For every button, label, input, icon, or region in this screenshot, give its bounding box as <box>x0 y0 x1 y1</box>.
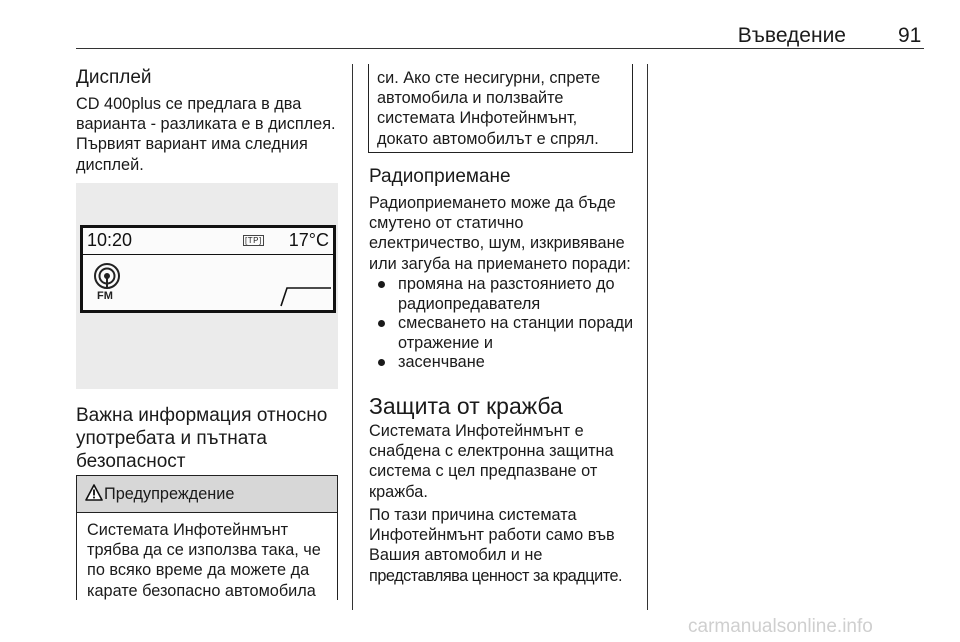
warning-box <box>76 475 338 600</box>
title-line: безопасност <box>76 451 186 472</box>
warning-text <box>87 520 337 601</box>
text-line: засенчване <box>398 353 485 371</box>
watermark: carmanualsonline.info <box>688 616 873 637</box>
display-paragraph <box>76 94 348 175</box>
text-line: представлява ценност за крадците. <box>369 566 623 585</box>
text-line: отражение и <box>398 334 493 353</box>
bullet-item <box>398 313 640 353</box>
text-line: варианта - разликата е в дисплея. <box>76 115 336 134</box>
text-line: система с цел предпазване от <box>369 462 598 481</box>
tp-indicator: [TP] <box>245 236 262 245</box>
title-line: употребата и пътната <box>76 428 267 449</box>
column-rule-1 <box>352 64 353 610</box>
radio-signal-icon <box>93 262 121 290</box>
display-band-label: FM <box>97 290 113 302</box>
text-line: Вашия автомобил и не <box>369 546 543 565</box>
text-line: радиопредавателя <box>398 295 541 314</box>
text-line: смутено от статично <box>369 214 524 233</box>
display-screen <box>80 225 336 313</box>
text-line: По тази причина системата <box>369 506 577 524</box>
text-line: Системата Инфотейнмънт <box>87 521 289 539</box>
chapter-title: Въведение <box>737 24 846 47</box>
text-line: електричество, шум, изкривяване <box>369 234 625 253</box>
bullet-dot <box>378 359 385 366</box>
warning-title: Предупреждение <box>104 485 235 503</box>
info-section-title <box>76 404 327 473</box>
theft-paragraph-1 <box>369 421 641 502</box>
theft-paragraph-2 <box>369 505 644 586</box>
bullet-dot <box>378 320 385 327</box>
header-rule <box>76 48 924 49</box>
text-line: системата Инфотейнмънт, <box>377 109 578 128</box>
display-section-title: Дисплей <box>76 67 152 88</box>
text-line: Системата Инфотейнмънт е <box>369 422 584 440</box>
warning-continued-text <box>377 68 632 149</box>
theft-section-title: Защита от кражба <box>369 393 563 419</box>
radio-section-title: Радиоприемане <box>369 166 511 187</box>
text-line: автомобила и ползвайте <box>377 89 564 108</box>
radio-paragraph <box>369 193 641 274</box>
warning-triangle-icon <box>85 484 103 501</box>
warning-continued-box <box>368 64 633 153</box>
text-line: дисплей. <box>76 155 144 174</box>
text-line: трябва да се използва така, че <box>87 541 321 560</box>
text-line: снабдена с електронна защитна <box>369 442 614 461</box>
fm-wave-icon <box>279 284 333 308</box>
text-line: си. Ако сте несигурни, спрете <box>377 69 601 87</box>
display-divider <box>83 254 333 255</box>
display-temperature: 17°C <box>288 230 329 250</box>
warning-header <box>77 476 337 513</box>
text-line: по всяко време да можете да <box>87 561 310 580</box>
text-line: промяна на разстоянието до <box>398 275 615 293</box>
text-line: CD 400plus се предлага в два <box>76 95 302 113</box>
page-number: 91 <box>898 24 922 47</box>
text-line: карате безопасно автомобила <box>87 581 316 600</box>
display-clock: 10:20 <box>87 230 133 250</box>
text-line: или загуба на приемането поради: <box>369 254 631 273</box>
bullet-item <box>398 274 640 314</box>
text-line: кражба. <box>369 482 428 501</box>
text-line: Инфотейнмънт работи само във <box>369 526 615 545</box>
text-line: докато автомобилът е спрял. <box>377 129 599 148</box>
bullet-dot <box>378 281 385 288</box>
text-line: Първият вариант има следния <box>76 135 308 154</box>
text-line: смесването на станции поради <box>398 314 634 332</box>
bullet-item <box>398 352 640 372</box>
text-line: Радиоприемането може да бъде <box>369 194 616 212</box>
column-rule-2 <box>647 64 648 610</box>
title-line: Важна информация относно <box>76 405 328 426</box>
